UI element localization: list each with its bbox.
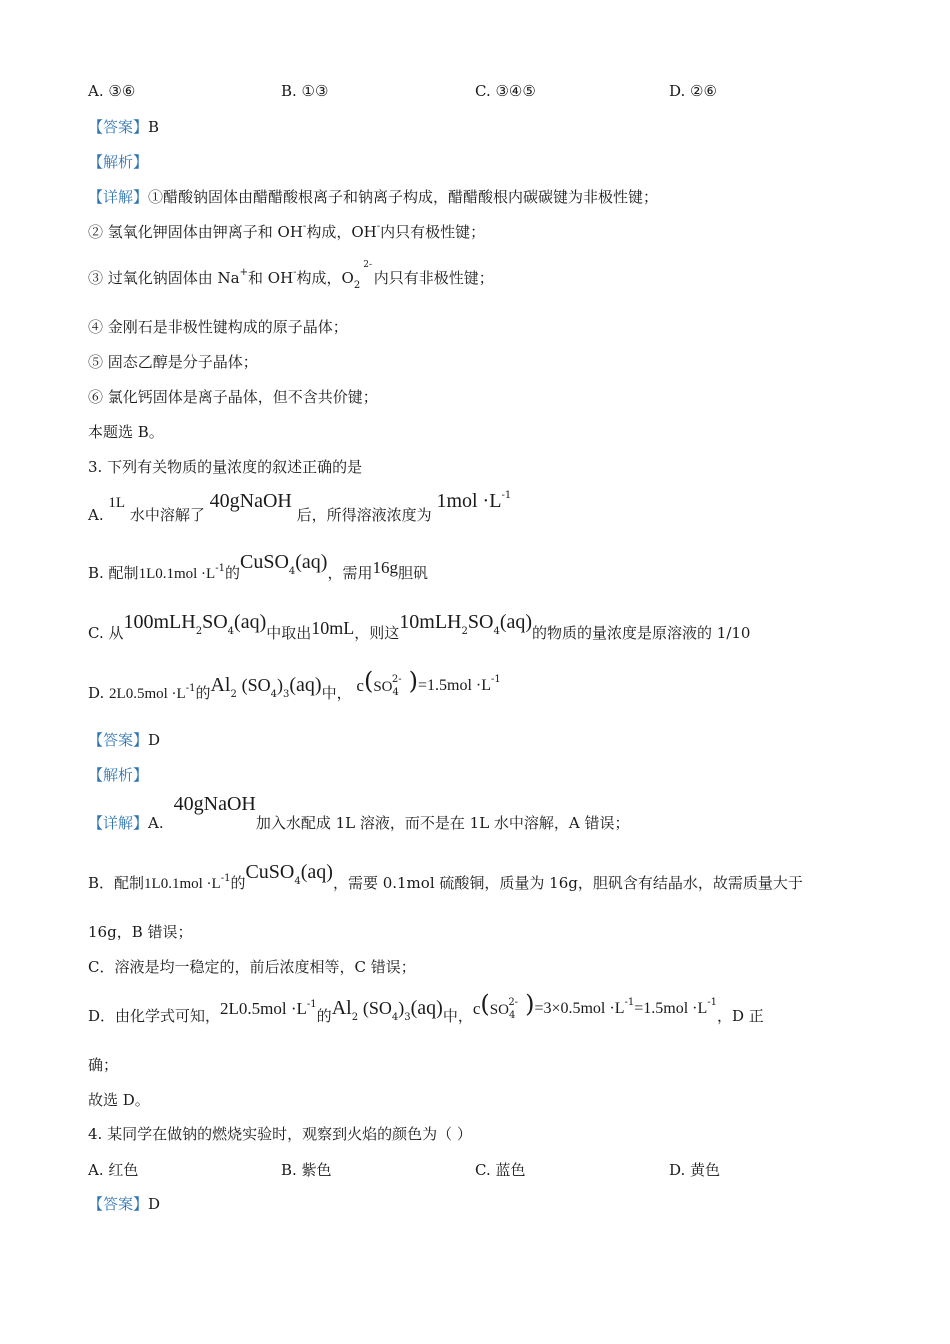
q2-option-a: A. ③⑥ [88, 82, 136, 100]
q3-answer: 【答案】D [88, 731, 161, 749]
q4-option-a: A. 红色 [88, 1161, 139, 1179]
q2-detail-5: ⑤ 固态乙醇是分子晶体； [88, 353, 258, 371]
q2-detail-4: ④ 金刚石是非极性键构成的原子晶体； [88, 318, 348, 336]
q3-detail-d: D．由化学式可知，$2L0.5mol \cdot L^{-1}$的$Al_2$ $(SO_4)_3(aq)$中，$c(SO_4^{2-}$ )$=3\times 0.5mol \cdot L^{-1}=1.5mol \cdot L^{-1}$，D 正 [88, 990, 764, 1025]
q2-answer: 【答案】B [88, 118, 160, 136]
q3-conclusion: 故选 D。 [88, 1091, 150, 1109]
q4-option-b: B. 紫色 [281, 1161, 332, 1179]
q2-option-c: C. ③④⑤ [475, 82, 536, 100]
q3-detail-d-cont: 确； [88, 1056, 119, 1074]
q2-detail-3: ③ 过氧化钠固体由 Na+和 OH-构成，$O_2^{2-}$ 内只有非极性键； [88, 260, 494, 291]
q2-detail-6: ⑥ 氯化钙固体是离子晶体，但不含共价键； [88, 388, 378, 406]
q4-option-d: D. 黄色 [669, 1161, 721, 1179]
q4-option-c: C. 蓝色 [475, 1161, 526, 1179]
q4-answer: 【答案】D [88, 1195, 161, 1213]
q3-detail-b: B．配制$1L0.1mol \cdot L_{-1}$的CuSO$_4$(aq)，需要 0.1mol 硫酸铜，质量为 16g，胆矾含有结晶水，故需质量大于 [88, 861, 803, 892]
q2-detail-1: 【详解】①醋酸钠固体由醋醋酸根离子和钠离子构成，醋醋酸根内碳碳键为非极性键； [88, 188, 659, 206]
q2-detail-2: ② 氢氧化钾固体由钾离子和 OH-构成，OH-内只有极性键； [88, 221, 486, 241]
q3-option-a: A. 1L 水中溶解了 40gNaOH 后，所得溶液浓度为 $1mol \cdot L^{-1}$ [88, 490, 512, 524]
q3-detail-c: C．溶液是均一稳定的，前后浓度相等，C 错误； [88, 958, 416, 976]
q2-option-d: D. ②⑥ [669, 82, 717, 100]
q3-option-d: D. $2L0.5mol \cdot L_{-1}$的$Al_2$ $(SO_4)_3(aq)$中， $c(SO_4^{2-}$ )$=1.5mol \cdot L^{-1}$ [88, 667, 501, 702]
q3-detail-b-cont: 16g，B 错误； [88, 923, 193, 941]
q2-option-b: B. ①③ [281, 82, 329, 100]
q2-analysis-tag: 【解析】 [88, 153, 149, 171]
q3-option-c: C. 从$100mLH_2SO_4(aq)$中取出10mL，则这$10mLH_2SO_4(aq)$的物质的量浓度是原溶液的 1/10 [88, 611, 751, 642]
q3-title: 3. 下列有关物质的量浓度的叙述正确的是 [88, 458, 363, 476]
q2-conclusion: 本题选 B。 [88, 423, 164, 441]
q3-analysis-tag: 【解析】 [88, 766, 149, 784]
q3-detail-a: 【详解】A.40gNaOH加入水配成 1L 溶液，而不是在 1L 水中溶解，A 错误； [88, 793, 630, 832]
q3-option-b: B. 配制$1L0.1mol \cdot L_{-1}$的CuSO$_4$(aq)，需用16g胆矾 [88, 551, 428, 582]
q4-title: 4. 某同学在做钠的燃烧实验时，观察到火焰的颜色为（ ） [88, 1125, 472, 1143]
